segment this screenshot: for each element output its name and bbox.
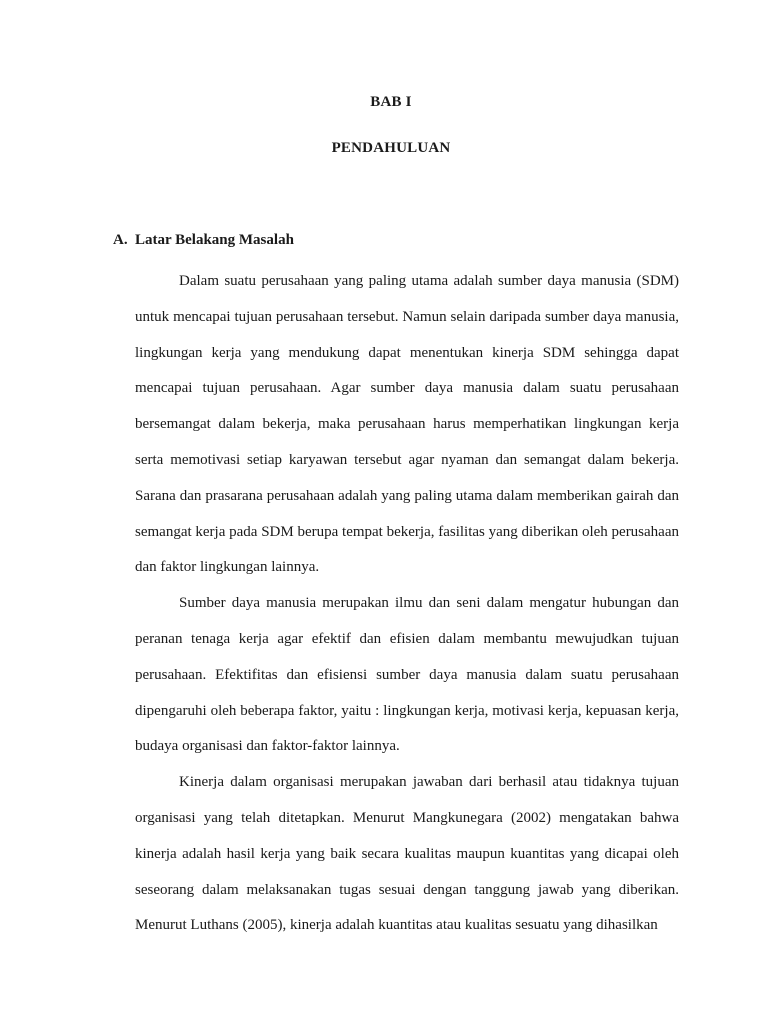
chapter-title: PENDAHULUAN xyxy=(331,140,451,156)
paragraph-1: Dalam suatu perusahaan yang paling utama adalah sumber daya manusia (SDM) untuk mencapai tujuan perusahaan tersebut. Namun selain daripada sumber daya manusia, lingkungan kerja yang mendukung dapat menentukan kinerja SDM sehingga dapat mencapai tujuan perusahaan. Agar sumber daya manusia dalam suatu perusahaan bersemangat dalam bekerja, maka perusahaan harus memperhatikan lingkungan kerja serta memotivasi setiap karyawan tersebut agar nyaman dan semangat dalam bekerja. Sarana dan prasarana perusahaan adalah yang paling utama dalam memberikan gairah dan semangat kerja pada SDM berupa tempat bekerja, fasilitas yang diberikan oleh perusahaan dan faktor lingkungan lainnya. xyxy=(135,273,679,576)
paragraph-2: Sumber daya manusia merupakan ilmu dan seni dalam mengatur hubungan dan peranan tenaga kerja agar efektif dan efisien dalam membantu mewujudkan tujuan perusahaan. Efektifitas dan efisiensi sumber daya manusia dalam suatu perusahaan dipengaruhi oleh beberapa faktor, yaitu : lingkungan kerja, motivasi kerja, kepuasan kerja, budaya organisasi dan faktor-faktor lainnya. xyxy=(135,595,679,755)
section-heading xyxy=(113,232,294,249)
section-letter: A. xyxy=(113,232,128,248)
section-title: Latar Belakang Masalah xyxy=(135,232,294,248)
body-text xyxy=(135,264,679,944)
chapter-number: BAB I xyxy=(370,94,412,110)
paragraph-3: Kinerja dalam organisasi merupakan jawaban dari berhasil atau tidaknya tujuan organisasi yang telah ditetapkan. Menurut Mangkunegara (2002) mengatakan bahwa kinerja adalah hasil kerja yang baik secara kualitas maupun kuantitas yang dicapai oleh seseorang dalam melaksanakan tugas sesuai dengan tanggung jawab yang diberikan. Menurut Luthans (2005), kinerja adalah kuantitas atau kualitas sesuatu yang dihasilkan xyxy=(135,774,679,934)
